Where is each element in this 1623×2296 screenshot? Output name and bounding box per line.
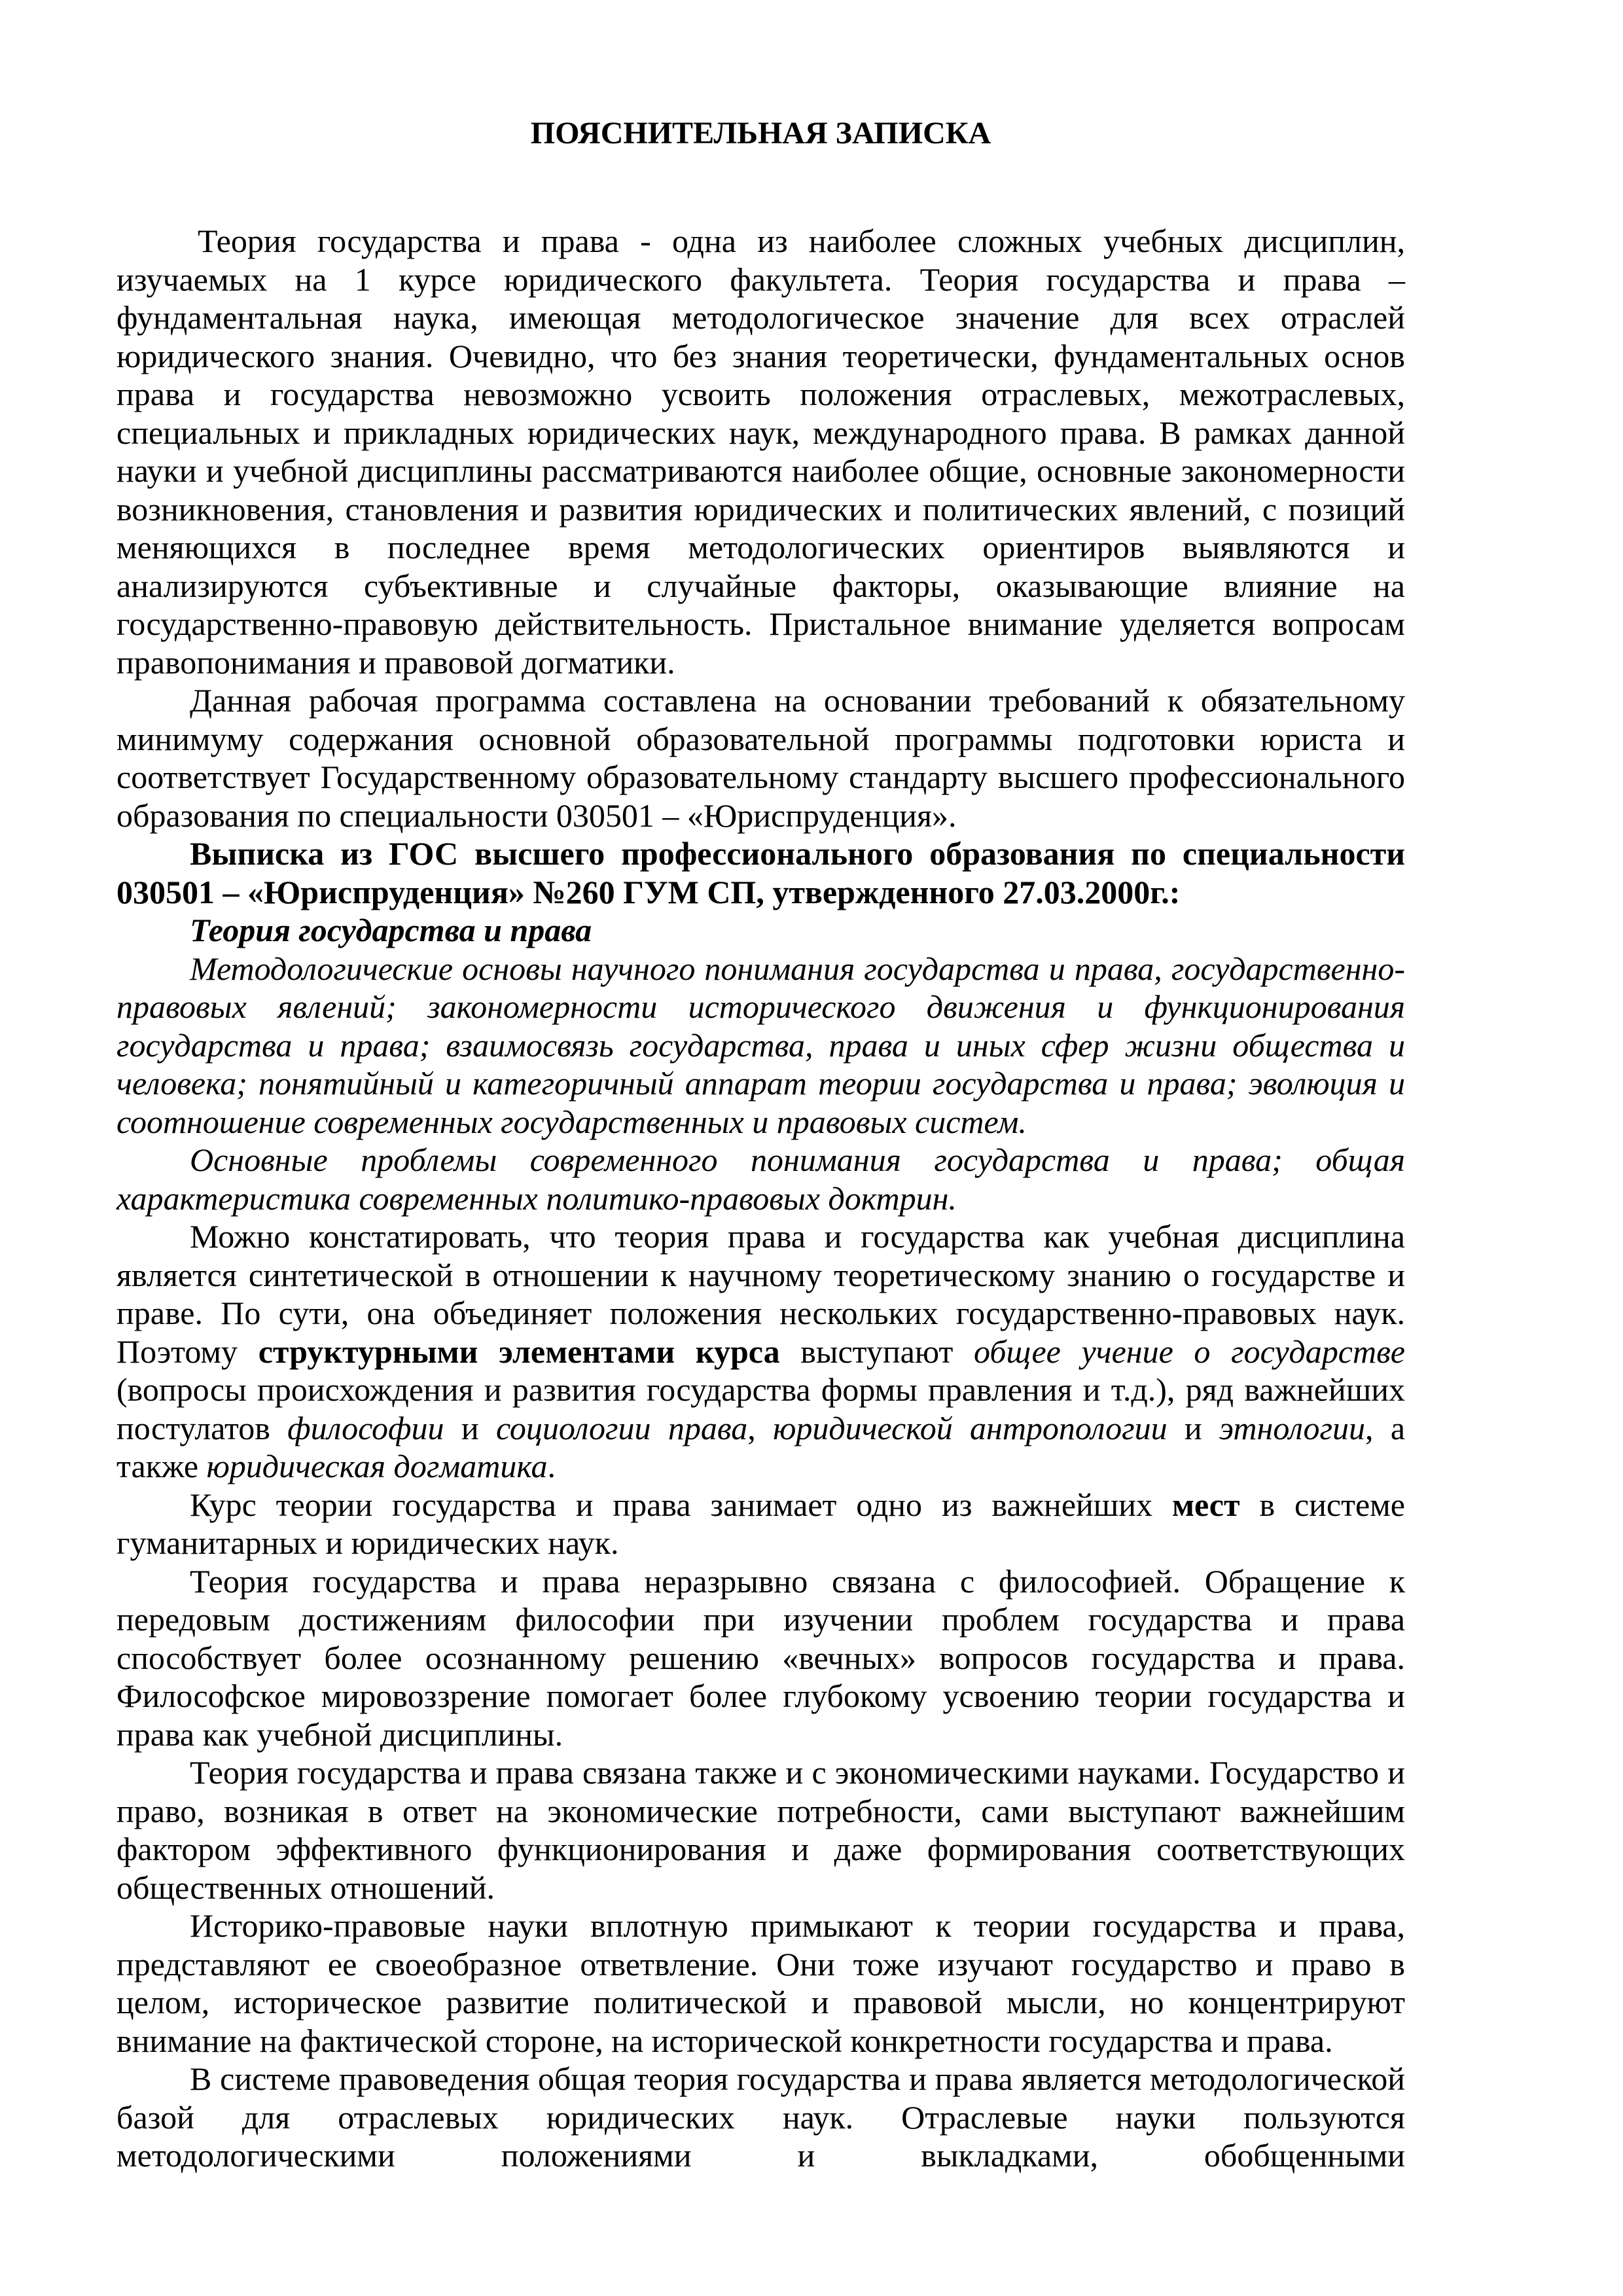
text-run: и (444, 1409, 496, 1446)
text-run: Курс теории государства и права занимает одно из важнейших (190, 1486, 1172, 1523)
text-run: Можно констатировать, что теория права и государства как учебная дисциплина является синтетической в отношении к научному теоретическому знанию о государстве и праве. По сути, она объединяет положения нескольких государственно-правовых наук. Поэтому (116, 1218, 1405, 1370)
text-run: выступают (779, 1333, 974, 1370)
italic-general-state-doctrine: общее учение о государстве (974, 1333, 1405, 1370)
text-run: , а также (116, 1409, 1406, 1484)
paragraph-course-structure (116, 1217, 1405, 1486)
text-run: и (1167, 1409, 1220, 1446)
document-title: ПОЯСНИТЕЛЬНАЯ ЗАПИСКА (530, 116, 991, 151)
paragraph-program-basis: Данная рабочая программа составлена на основании требований к обязательному минимуму содержания основной образовательной программы подготовки юриста и соответствует Государственному образовательному стандарту высшего профессионального образования по специальности 030501 – «Юриспруденция». (116, 682, 1405, 834)
paragraph-methodological-base: В системе правоведения общая теория государства и права является методологической базой для отраслевых юридических наук. Отраслевые науки пользуются методологическими положениями и выкладками, обобщенными (116, 2060, 1405, 2174)
text-run: . (547, 1448, 556, 1484)
italic-sociology-of-law: социологии права (495, 1409, 748, 1446)
text-run: , (747, 1409, 774, 1446)
paragraph-intro: Теория государства и права - одна из наиболее сложных учебных дисциплин, изучаемых на 1 курсе юридического факультета. Теория государства и права – фундаментальная наука, имеющая методологическое значение для всех отраслей юридического знания. Очевидно, что без знания теоретически, фундаментальных основ права и государства невозможно усвоить положения отраслевых, межотраслевых, специальных и прикладных юридических наук, международного права. В рамках данной науки и учебной дисциплины рассматриваются наиболее общие, основные закономерности возникновения, становления и развития юридических и политических явлений, с позиций меняющихся в последнее время методологических ориентиров выявляются и анализируются субъективные и случайные факторы, оказывающие влияние на государственно-правовую действительность. Пристальное внимание уделяется вопросам правопонимания и правовой догматики. (116, 223, 1405, 681)
paragraph-philosophy: Теория государства и права неразрывно связана с философией. Обращение к передовым достижениям философии при изучении проблем государства и права способствует более осознанному решению «вечных» вопросов государства и права. Философское мировоззрение помогает более глубокому усвоению теории государства и права как учебной дисциплины. (116, 1562, 1405, 1753)
paragraph-course-place (116, 1486, 1405, 1562)
paragraph-history: Историко-правовые науки вплотную примыкают к теории государства и права, представляют ее своеобразное ответвление. Они тоже изучают государство и право в целом, историческое развитие политической и правовой мысли, но концентрируют внимание на фактической стороне, на исторической конкретности государства и права. (116, 1907, 1405, 2059)
subject-paragraph-methodology: Методологические основы научного понимания государства и права, государственно-правовых явлений; закономерности исторического движения и функционирования государства и права; взаимосвязь государства, права и иных сфер жизни общества и человека; понятийный и категоричный аппарат теории государства и права; эволюция и соотношение современных государственных и правовых систем. (116, 950, 1405, 1140)
bold-places: мест (1171, 1486, 1240, 1523)
italic-ethnology: этнологии (1219, 1409, 1365, 1446)
subject-paragraph-problems: Основные проблемы современного понимания государства и права; общая характеристика современных политико-правовых доктрин. (116, 1141, 1405, 1217)
subject-title: Теория государства и права (190, 912, 592, 948)
italic-legal-anthropology: юридической антропологии (773, 1409, 1168, 1446)
italic-legal-dogmatics: юридическая догматика (206, 1448, 548, 1484)
extract-heading: Выписка из ГОС высшего профессионального образования по специальности 030501 – «Юриспруденция» №260 ГУМ СП, утвержденного 27.03.2000г.: (116, 835, 1405, 910)
text-run: в системе гуманитарных и юридических наук. (116, 1486, 1405, 1561)
italic-philosophy: философии (287, 1409, 444, 1446)
bold-structural-elements: структурными элементами курса (258, 1333, 780, 1370)
paragraph-economics: Теория государства и права связана также и с экономическими науками. Государство и право, возникая в ответ на экономические потребности, сами выступают важнейшим фактором эффективного функционирования и даже формирования соответствующих общественных отношений. (116, 1754, 1405, 1906)
text-run: (вопросы происхождения и развития государства формы правления и т.д.), ряд важнейших постулатов (116, 1371, 1405, 1446)
